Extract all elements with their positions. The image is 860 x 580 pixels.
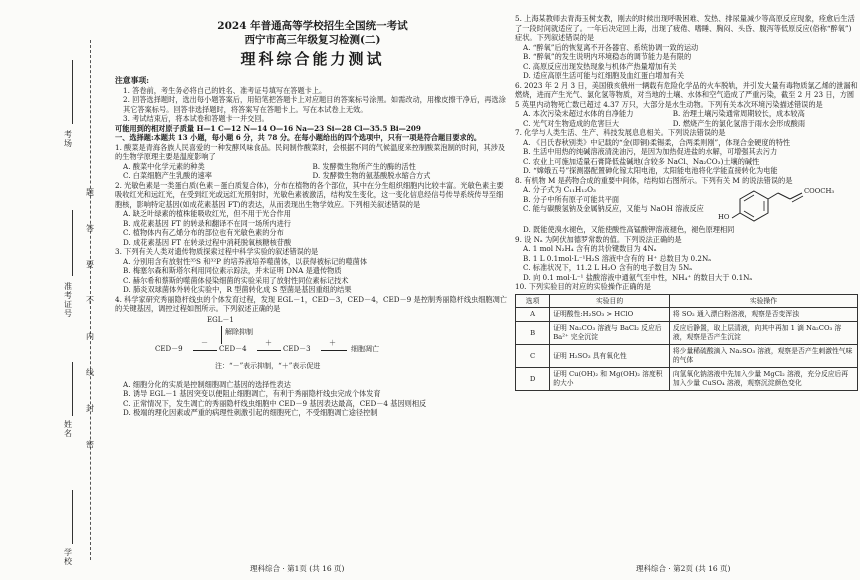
seal-char: 不 bbox=[86, 296, 94, 305]
option-b: B. 分子中所有原子可能共平面 bbox=[523, 194, 620, 204]
exam-title: 理科综合能力测试 bbox=[240, 49, 385, 68]
option-c: C. 光气对生物造成的危害巨大 bbox=[523, 118, 620, 128]
name-underline bbox=[72, 362, 73, 416]
option-c: C. 能与碳酸氢钠及金属钠反应，又能与 NaOH 溶液反应 bbox=[523, 204, 704, 213]
option-a: A. 细胞分化的实质是控制细胞凋亡基因的选择性表达 bbox=[123, 379, 291, 389]
option-c: C. 植物体内有乙烯分布的部位也有光敏色素的分布 bbox=[123, 228, 284, 238]
table-cell: 向氢氧化钠溶液中先加入少量 MgCl₂ 溶液，充分反应后再加入少量 CuSO₄ 溶液，观察沉淀颜色变化 bbox=[669, 368, 857, 391]
admission-underline bbox=[72, 210, 73, 276]
promote-sign: ＋ bbox=[265, 338, 272, 347]
seal-char: 题 bbox=[86, 188, 94, 197]
name-label: 姓名 bbox=[63, 420, 73, 438]
table-cell: B bbox=[516, 322, 550, 345]
table-header: 实验操作 bbox=[669, 294, 857, 308]
egl1-arrow bbox=[221, 326, 222, 344]
question-6-stem: 6. 2023 年 2 月 3 日，美国俄亥俄州一辆载有危险化学品的火车脱轨，并引发大量有毒物质氯乙烯的泄漏和燃烧，进而产生光气、氯化氢等物质，对当地的土壤、水体和空气造成了严重污染，截至 2 月 23 日，方圆 5 英里内动物死亡数已超过 4.37 万只，大部分是水生动物。下列有关本次环境污染描述错误的是 bbox=[515, 80, 858, 109]
table-cell: C bbox=[516, 345, 550, 368]
option-c: C. 正常情况下，发生凋亡的秀丽隐杆线虫细胞中 CED－9 基因表达最高，CED－4 基因则相反 bbox=[123, 398, 427, 408]
option-c: C. 农业上可施加适量石膏降低盐碱地(含较多 NaCl、Na₂CO₃)土壤的碱性 bbox=[523, 156, 760, 166]
option-d: D. 向 0.1 mol·L⁻¹ 盐酸溶液中通氨气至中性，NH₄⁺ 的数目大于 0.1Nₐ bbox=[523, 272, 753, 282]
ced3-to-apoptosis-arrow bbox=[321, 350, 347, 351]
option-b: B. 梅塞尔森和斯塔尔利用同位素示踪法，并未证明 DNA 是遗传物质 bbox=[123, 266, 342, 276]
promote-sign: ＋ bbox=[329, 338, 336, 347]
experiment-table bbox=[515, 294, 858, 392]
option-c: C. 标准状况下，11.2 L H₂O 含有的电子数目为 5Nₐ bbox=[523, 263, 693, 272]
release-label: 解除抑制 bbox=[225, 327, 253, 336]
option-c: C. 白菜细胞产生乳酸的速率 bbox=[123, 171, 212, 181]
option-a: A. 分别用含有放射性³⁵S 和³²P 的培养液培养噬菌体，以获得被标记的噬菌体 bbox=[123, 256, 368, 266]
question-6-options-row1 bbox=[515, 109, 858, 119]
ced4-to-ced3-arrow bbox=[257, 350, 281, 351]
note-item: 2. 回答选择题时，选出每小题答案后，用铅笔把答题卡上对应题目的答案标号涂黑。如需改动，用橡皮擦干净后，再选涂其它答案标号。回答非选择题时，将答案写在答题卡上。写在本试卷上无效。 bbox=[123, 95, 506, 114]
table-cell: 证明 Cu(OH)₂ 和 Mg(OH)₂ 溶度积的大小 bbox=[550, 368, 670, 391]
table-cell: 证明 Na₂CO₃ 溶液与 BaCl₂ 反应后 Ba²⁺ 完全沉淀 bbox=[550, 322, 670, 345]
atomic-masses: 可能用到的相对原子质量 H—1 C—12 N—14 O—16 Na—23 Si—28 Cl—35.5 Bi—209 bbox=[115, 123, 421, 133]
option-a: A. 本次污染未超过水体的自净能力 bbox=[523, 109, 634, 118]
option-b: B. 1 L 0.1mol·L⁻¹H₂S 溶液中含有的 H⁺ 总数目为 0.2Nₐ bbox=[523, 253, 712, 263]
option-b: B. 发酵微生物所产生的酶的活性 bbox=[312, 161, 416, 171]
question-4-stem: 4. 科学家研究秀丽隐杆线虫的个体发育过程，发现 EGL－1，CED－3，CED－4，CED－9 是控制秀丽隐杆线虫细胞凋亡的关键基因，调控过程如图所示。下列叙述正确的是 bbox=[115, 294, 507, 314]
option-c: C. 高原反应出现发热现象与机体产热量增加有关 bbox=[523, 61, 677, 71]
seal-char: 要 bbox=[86, 260, 94, 269]
note-item: 3. 考试结束后，将本试卷和答题卡一并交回。 bbox=[123, 114, 269, 124]
question-3-stem: 3. 下列有关人类对遗传物质探索过程中科学实验的叙述错误的是 bbox=[115, 247, 319, 257]
page-2-column bbox=[515, 14, 858, 574]
exam-year-line: 2024 年普通高等学校招生全国统一考试 bbox=[217, 20, 408, 32]
notes-heading: 注意事项: bbox=[115, 75, 150, 85]
exam-room-label: 考场 bbox=[63, 130, 73, 148]
table-header: 实验目的 bbox=[550, 294, 670, 308]
option-b: B. 成花素基因 FT 的转录和翻译不在同一场所内进行 bbox=[123, 218, 291, 228]
table-header: 选项 bbox=[516, 294, 550, 308]
table-row bbox=[516, 308, 858, 322]
option-b: B. 治理土壤污染通常周期较长，成本较高 bbox=[672, 109, 805, 118]
option-d: D. 既能使溴水褪色，又能使酸性高锰酸钾溶液褪色，褪色原理相同 bbox=[523, 225, 735, 234]
page-1-column bbox=[115, 14, 510, 574]
table-cell: 反应后静置，取上层清液，向其中再加 1 滴 Na₂CO₃ 溶液，观察是否产生沉淀 bbox=[669, 322, 857, 345]
exam-room-underline bbox=[72, 60, 73, 124]
option-d: D. 极端的理化因素或严重的病理性刺激引起的细胞死亡，不受细胞凋亡途径控制 bbox=[123, 408, 378, 418]
seal-char: 封 bbox=[86, 404, 94, 413]
ced9-to-ced4-arrow bbox=[193, 350, 217, 351]
table-row bbox=[516, 368, 858, 391]
molecule-m-structure bbox=[714, 185, 858, 225]
page-1-footer: 理科综合 · 第1页 (共 16 页) bbox=[250, 564, 345, 573]
page-2-footer: 理科综合 · 第2页 (共 16 页) bbox=[636, 564, 731, 573]
seal-char: 密 bbox=[86, 440, 94, 449]
option-d: D. 成花素基因 FT 在转录过程中消耗脱氧核糖核苷酸 bbox=[123, 237, 292, 247]
table-cell: 将 SO₂ 通入漂白粉溶液，观察是否变浑浊 bbox=[669, 308, 857, 322]
question-6-options-row2 bbox=[515, 119, 858, 129]
option-b: B. 生活中用热的纯碱溶液清洗油污，是因为加热促进盐的水解，可增强其去污力 bbox=[523, 147, 778, 156]
option-b: B. 诱导 EGL－1 基因突变以便阻止细胞凋亡，有利于秀丽隐杆线虫完成个体发育 bbox=[123, 389, 381, 399]
seal-char: 答 bbox=[86, 224, 94, 233]
option-d: D. “嫦娥五号”探测器配置砷化镓太阳电池，太阳能电池将化学能直接转化为电能 bbox=[523, 166, 778, 175]
table-row bbox=[516, 345, 858, 368]
question-10-stem: 10. 下列实验目的对应的实验操作正确的是 bbox=[515, 282, 651, 291]
option-a: A. 《吕氏春秋别类》中记载的“金(即铜)柔锡柔，合两柔则刚”，体现合金硬度的特性 bbox=[523, 137, 791, 147]
table-cell: 证明酸性:H₂SO₃ > HClO bbox=[550, 308, 670, 322]
question-8-body bbox=[515, 185, 858, 225]
option-d: D. 发酵微生物的氨基酸脱水缩合方式 bbox=[312, 171, 431, 181]
option-a: A. “醉氧”后的恢复离不开各器官、系统协调一致的运动 bbox=[523, 42, 699, 52]
egl1-node: EGL－1 bbox=[207, 315, 234, 324]
option-d: D. 燃烧产生的氯化氢溶于雨水会形成酸雨 bbox=[672, 118, 806, 128]
option-b: B. “醉氧”的发生说明内环境稳态的调节能力是有限的 bbox=[523, 52, 692, 61]
question-1-stem: 1. 酸菜是青海各族人民喜爱的一种发酵风味食品。民间制作酸菜时，会根据不同的气候温度来控制酸菜泡制的时间，其涉及的生物学原理主要是温度影响了 bbox=[115, 142, 506, 162]
note-item: 1. 答卷前，考生务必将自己的姓名、准考证号填写在答题卡上。 bbox=[123, 85, 327, 95]
school-underline bbox=[72, 490, 73, 544]
binding-margin bbox=[0, 0, 112, 580]
question-5-stem: 5. 上海某教师去青海玉树支教，刚去的时候出现呼吸困难、发热、排尿量减少等高原反应现象，痊愈后生活了一段时间就适应了。一年后决定回上海，出现了疲倦、嗜睡、胸闷、头昏、腹泻等低原反应(俗称“醉氧”)症状。下列叙述错误的是 bbox=[515, 14, 855, 42]
question-2-stem: 2. 光敏色素是一类蛋白质(色素－蛋白质复合体)，分布在植物的各个部位，其中在分生组织细胞内比较丰富。光敏色素主要吸收红光和远红光，在受到红光或远红光照射时，光敏色素被激活，结构发生变化，这一变化信息经信号传导系统传导至细胞核，影响特定基因(如成花素基因 FT)的表达，从而表现出生物学效应。下列相关叙述错误的是 bbox=[115, 180, 504, 209]
question-9-stem: 9. 设 Nₐ 为阿伏加德罗常数的值。下列说法正确的是 bbox=[515, 234, 682, 244]
apoptosis-pathway-diagram bbox=[115, 316, 510, 378]
option-d: D. 适应高原生活可能与红细胞及血红蛋白增加有关 bbox=[523, 71, 685, 80]
exam-region-line: 西宁市高三年级复习检测(二) bbox=[244, 33, 381, 46]
admission-label: 准考证号 bbox=[63, 282, 73, 318]
option-d: D. 肺炎双球菌体外转化实验中，R 型菌转化成 S 型菌是基因重组的结果 bbox=[123, 285, 352, 295]
table-header-row bbox=[516, 294, 858, 308]
option-a: A. 酸菜中化学元素的种类 bbox=[123, 161, 205, 171]
option-c: C. 赫尔希和蔡斯的噬菌体侵染细菌的实验采用了放射性同位素标记技术 bbox=[123, 275, 349, 285]
ced3-node: CED－3 bbox=[283, 344, 311, 353]
ced9-node: CED－9 bbox=[155, 344, 183, 353]
table-cell: 将少量稀硫酸滴入 Na₂SO₃ 溶液，观察是否产生刺激性气味的气体 bbox=[669, 345, 857, 368]
section-heading: 一、选择题:本题共 13 小题，每小题 6 分，共 78 分。在每小题给出的四个选项中，只有一项是符合题目要求的。 bbox=[115, 133, 482, 143]
question-1-options-row1 bbox=[115, 162, 510, 172]
question-7-stem: 7. 化学与人类生活、生产、科技发展息息相关。下列说法错误的是 bbox=[515, 128, 726, 137]
ced4-node: CED－4 bbox=[219, 344, 247, 353]
diagram-note: 注：“－”表示抑制，“＋”表示促进 bbox=[215, 361, 321, 370]
option-a: A. 分子式为 C₁₁H₁₂O₃ bbox=[523, 185, 596, 194]
ester-label: COOCH₃ bbox=[803, 187, 835, 195]
table-cell: D bbox=[516, 368, 550, 391]
seal-char: 线 bbox=[86, 368, 94, 377]
table-cell: A bbox=[516, 308, 550, 322]
question-8-stem: 8. 有机物 M 是药物合成的重要中间体，结构如右图所示。下列有关 M 的说法错误的是 bbox=[515, 175, 793, 185]
hydroxyl-label: HO bbox=[717, 213, 730, 221]
inhibit-sign: － bbox=[201, 338, 208, 347]
option-a: A. 缺乏叶绿素的植株能吸收红光，但不用于光合作用 bbox=[123, 209, 291, 219]
option-a: A. 1 mol N₂H₄ 含有的共价键数目为 4Nₐ bbox=[523, 244, 657, 253]
school-label: 学校 bbox=[63, 548, 73, 566]
question-1-options-row2 bbox=[115, 171, 510, 181]
table-row bbox=[516, 322, 858, 345]
table-cell: 证明 H₂SO₃ 具有氧化性 bbox=[550, 345, 670, 368]
seal-char: 内 bbox=[86, 332, 94, 341]
apoptosis-node: 细胞凋亡 bbox=[351, 344, 379, 353]
